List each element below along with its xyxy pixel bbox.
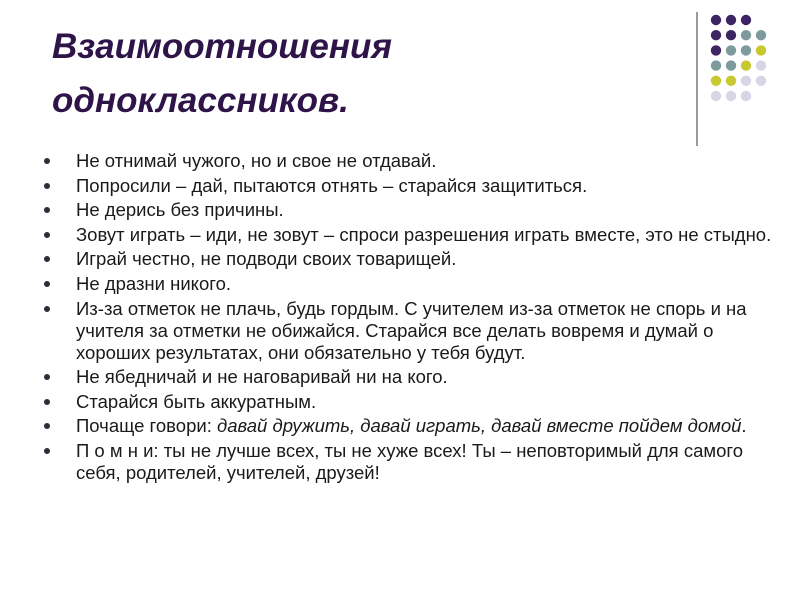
decorative-dot-olive <box>756 45 766 55</box>
list-item <box>44 273 784 295</box>
list-item-text: Почаще говори: <box>76 415 217 437</box>
list-item <box>44 175 784 197</box>
decorative-dot-lavender <box>741 91 751 101</box>
decorative-dot-purple <box>726 30 736 40</box>
bullet-dot-icon <box>44 207 50 213</box>
list-item-text: Попросили – дай, пытаются отнять – старайся защититься. <box>76 174 588 196</box>
decorative-dot-teal <box>756 30 766 40</box>
list-item <box>44 415 784 437</box>
list-item-text: Из-за отметок не плачь, будь гордым. С учителем из-за отметок не спорь и на учителя за отметки не обижайся. Старайся все делать вовремя и думай о хороших результатах, они обязательно у тебя будут. <box>76 297 747 363</box>
bullet-dot-icon <box>44 232 50 238</box>
decorative-dot-teal <box>726 60 736 70</box>
decorative-dot-purple <box>711 30 721 40</box>
list-item <box>44 298 784 364</box>
decorative-dot-olive <box>711 76 721 86</box>
bullet-dot-icon <box>44 399 50 405</box>
bullet-dot-icon <box>44 374 50 380</box>
list-item-text: Не отнимай чужого, но и свое не отдавай. <box>76 150 437 171</box>
bullet-dot-icon <box>44 158 50 164</box>
list-item-text: П о м н и: ты не лучше всех, ты не хуже всех! Ты – неповторимый для самого себя, родителей, учителей, друзей! <box>76 439 744 483</box>
list-item <box>44 150 784 172</box>
decorative-dot-purple <box>711 15 721 25</box>
list-item <box>44 224 784 246</box>
decorative-dot-teal <box>726 45 736 55</box>
list-item-text: Играй честно, не подводи своих товарищей. <box>76 248 457 270</box>
slide-title-line-1: Взаимоотношения <box>52 27 392 66</box>
list-item-text: Зовут играть – иди, не зовут – спроси разрешения играть вместе, это не стыдно. <box>76 223 772 245</box>
bullet-dot-icon <box>44 306 50 312</box>
decorative-dot-lavender <box>756 60 766 70</box>
slide-title <box>52 20 652 128</box>
decorative-dot-olive <box>726 76 736 86</box>
list-item-text: Старайся быть аккуратным. <box>76 390 317 412</box>
decorative-dot-purple <box>741 15 751 25</box>
decorative-dot-olive <box>741 60 751 70</box>
list-item-text-tail: . <box>741 415 747 437</box>
list-item-text: Не ябедничай и не наговаривай ни на кого. <box>76 366 448 388</box>
decorative-dot-teal <box>741 30 751 40</box>
decorative-dot-lavender <box>711 91 721 101</box>
list-item <box>44 440 784 484</box>
list-item <box>44 199 784 221</box>
slide-title-line-2: одноклассников. <box>52 81 349 120</box>
bullet-dot-icon <box>44 183 50 189</box>
list-item-italic-text: давай дружить, давай играть, давай вместе пойдем домой <box>217 415 742 437</box>
decorative-divider <box>696 12 698 146</box>
list-item-text: Не дразни никого. <box>76 272 232 294</box>
decorative-dot-lavender <box>726 91 736 101</box>
decorative-dot-purple <box>711 45 721 55</box>
list-item-text: Не дерись без причины. <box>76 199 284 221</box>
decorative-dot-lavender <box>741 76 751 86</box>
bullet-dot-icon <box>44 423 50 429</box>
bullet-dot-icon <box>44 256 50 262</box>
decorative-dot-teal <box>711 60 721 70</box>
list-item <box>44 248 784 270</box>
decorative-dot-lavender <box>756 76 766 86</box>
list-item <box>44 366 784 388</box>
rules-list <box>44 150 784 487</box>
decorative-dot-teal <box>741 45 751 55</box>
bullet-dot-icon <box>44 448 50 454</box>
decorative-dot-purple <box>726 15 736 25</box>
list-item <box>44 391 784 413</box>
bullet-dot-icon <box>44 281 50 287</box>
